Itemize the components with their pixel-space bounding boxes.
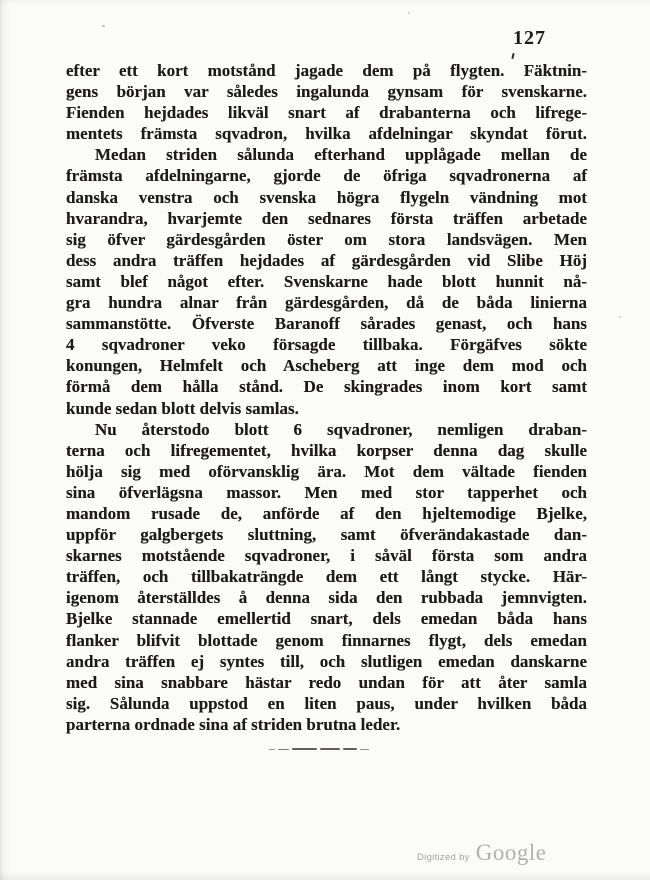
- scan-speck: [619, 316, 621, 318]
- text-line: kunde sedan blott delvis samlas.: [66, 398, 299, 418]
- body-text: [66, 60, 587, 735]
- google-watermark: [417, 840, 546, 866]
- text-line: sig. Sålunda uppstod en liten paus, under hvilken båda: [66, 693, 587, 713]
- text-line: Medan striden sålunda efterhand upplågade mellan de: [95, 145, 587, 165]
- text-line: 4 sqvadroner veko försagde tillbaka. Förgäfves sökte: [66, 335, 587, 355]
- text-line: danska venstra och svenska högra flygeln vändning mot: [66, 187, 587, 207]
- text-line: Bjelke stannade emellertid snart, dels emedan båda hans: [66, 609, 587, 629]
- text-line: terna och lifregementet, hvilka korpser denna dag skulle: [66, 440, 587, 460]
- text-line: hölja sig med oförvansklig ära. Mot dem vältade fienden: [66, 461, 587, 481]
- text-line: dess andra träffen hejdades af gärdesgården vid Slibe Höj: [66, 250, 587, 270]
- text-line: sammanstötte. Öfverste Baranoff sårades genast, och hans: [66, 314, 587, 334]
- text-line: med sina snabbare hästar redo undan för att åter samla: [66, 672, 587, 692]
- text-line: igenom återställdes å denna sida den rubbada jemnvigten.: [66, 588, 587, 608]
- section-divider: [269, 747, 381, 751]
- text-line: Nu återstodo blott 6 sqvadroner, nemligen draban-: [95, 419, 587, 439]
- text-line: konungen, Helmfelt och Ascheberg att inge dem mod och: [66, 356, 587, 376]
- text-line: parterna ordnade sina af striden brutna leder.: [66, 714, 401, 734]
- text-line: skarnes motstående sqvadroner, i såväl första som andra: [66, 546, 587, 566]
- text-line: hvarandra, hvarjemte den sednares första träffen arbetade: [66, 208, 587, 228]
- text-line: förmå dem hålla stånd. De skingrades inom kort samt: [66, 377, 587, 397]
- page-number: 127: [513, 27, 546, 49]
- text-line: Fienden hejdades likväl snart af drabanterna och lifrege-: [66, 103, 587, 123]
- text-line: sina öfverlägsna massor. Men med stor tapperhet och: [66, 482, 587, 502]
- text-line: mandom rusade de, anförde af den hjeltemodige Bjelke,: [66, 503, 587, 523]
- scan-speck: [408, 12, 410, 14]
- text-line: andra träffen ej syntes till, och slutligen emedan danskarne: [66, 651, 587, 671]
- google-logo: Google: [475, 840, 547, 865]
- text-line: efter ett kort motstånd jagade dem på flygten. Fäktnin-: [66, 61, 587, 80]
- scan-speck: [102, 25, 105, 27]
- text-line: mentets främsta sqvadron, hvilka afdelningar skyndat förut.: [66, 124, 587, 144]
- digitized-by-label: Digitized by: [417, 852, 470, 863]
- text-line: uppför galgbergets sluttning, samt öfverändakastade dan-: [66, 525, 587, 545]
- text-line: samt blef något efter. Svenskarne hade blott hunnit nå-: [66, 271, 587, 291]
- text-line: träffen, och tillbakaträngde dem ett långt stycke. Här-: [66, 567, 587, 587]
- text-line: gra hundra alnar från gärdesgården, då de båda linierna: [66, 293, 587, 313]
- text-line: främsta afdelningarne, gjorde de öfriga sqvadronerna af: [66, 166, 587, 186]
- text-line: flanker blifvit blottade genom finnarnes flygt, dels emedan: [66, 630, 587, 650]
- text-line: gens början var således ingalunda gynsam för svenskarne.: [66, 82, 587, 102]
- text-line: sig öfver gärdesgården öster om stora landsvägen. Men: [66, 229, 587, 249]
- ink-smudge-mark: [511, 53, 514, 59]
